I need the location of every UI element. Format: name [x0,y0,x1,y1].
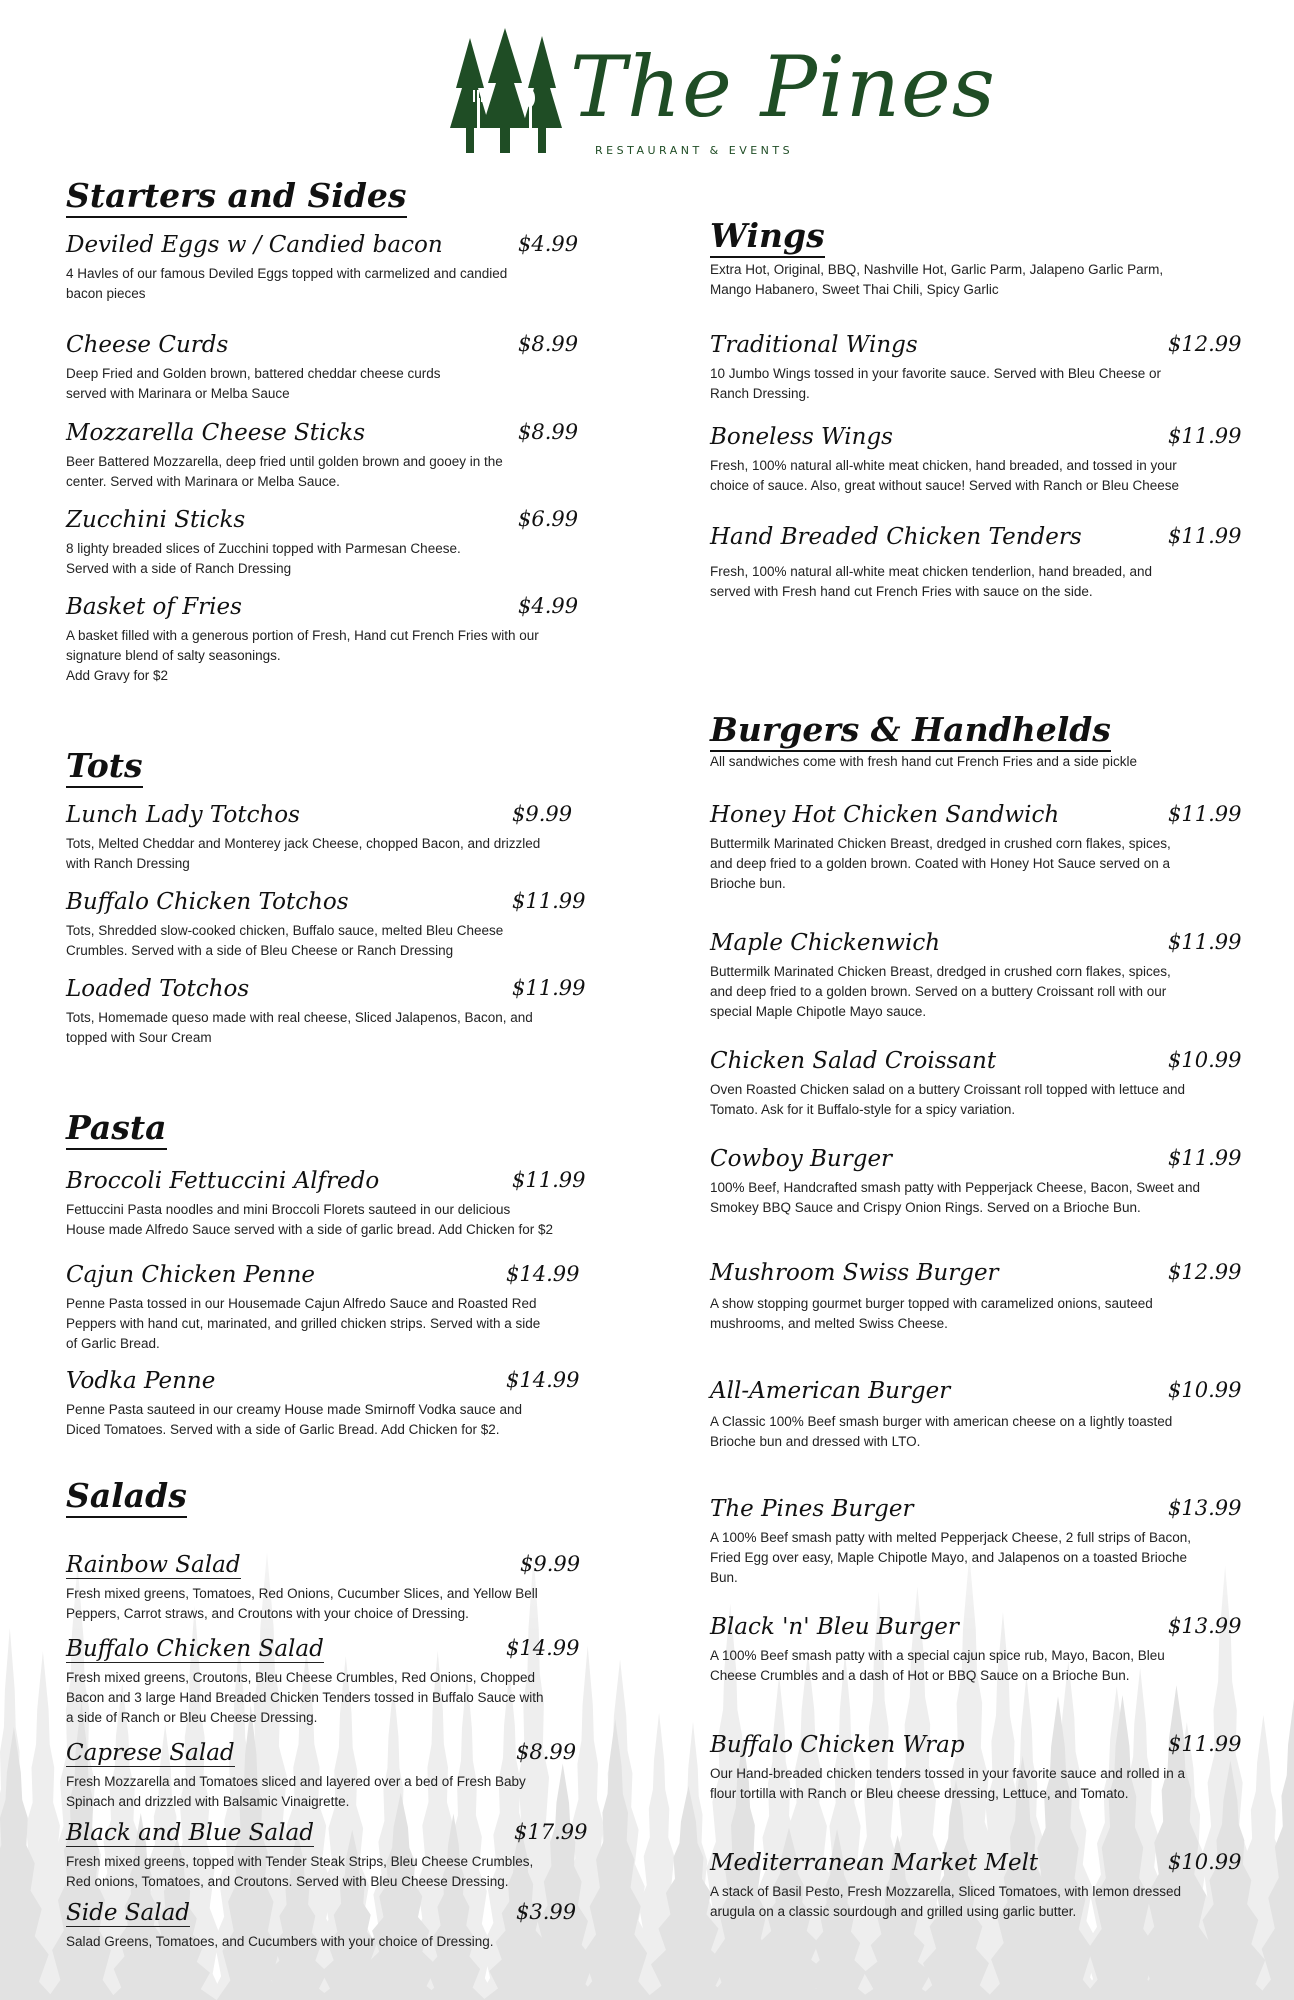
menu-item [66,802,586,874]
item-price: $10.99 [1168,1048,1242,1072]
item-price: $17.99 [514,1820,588,1844]
menu-item [66,1168,586,1240]
item-desc-line: bacon pieces [66,286,146,301]
item-price: $4.99 [518,594,579,618]
item-desc-line: Tomato. Ask for it Buffalo-style for a spicy variation. [710,1102,1016,1117]
item-desc-line: Red onions, Tomatoes, and Croutons. Served with Bleu Cheese Dressing. [66,1874,509,1889]
item-price: $12.99 [1168,332,1242,356]
item-desc-line: choice of sauce. Also, great without sauce! Served with Ranch or Bleu Cheese [710,478,1180,493]
item-desc-line: 10 Jumbo Wings tossed in your favorite sauce. Served with Bleu Cheese or [710,366,1161,381]
item-name: Side Salad [66,1900,191,1926]
item-desc-line: flour tortilla with Ranch or Bleu cheese dressing, Lettuce, and Tomato. [710,1786,1129,1801]
menu-item [66,1820,586,1892]
item-desc-line: Served with a side of Ranch Dressing [66,561,292,576]
item-name: Mozzarella Cheese Sticks [66,420,366,446]
item-price: $3.99 [516,1900,577,1924]
item-desc-line: Fettuccini Pasta noodles and mini Broccoli Florets sauteed in our delicious [66,1202,511,1217]
item-desc-line: Peppers with hand cut, marinated, and grilled chicken strips. Served with a side [66,1316,541,1331]
item-desc-line: served with Marinara or Melba Sauce [66,386,290,401]
item-price: $11.99 [512,976,586,1000]
item-desc-line: Fresh mixed greens, Croutons, Bleu Cheese Crumbles, Red Onions, Chopped [66,1670,535,1685]
item-desc-line: Fresh mixed greens, Tomatoes, Red Onions, Cucumber Slices, and Yellow Bell [66,1586,538,1601]
item-name: Broccoli Fettuccini Alfredo [66,1168,380,1194]
item-desc-line: center. Served with Marinara or Melba Sauce. [66,474,340,489]
item-desc-line: Buttermilk Marinated Chicken Breast, dredged in crushed corn flakes, spices, [710,964,1171,979]
menu-item [66,889,586,961]
item-price: $10.99 [1168,1378,1242,1402]
item-name: All-American Burger [710,1378,951,1404]
section-note-line: Extra Hot, Original, BBQ, Nashville Hot, Garlic Parm, Jalapeno Garlic Parm, [710,262,1164,277]
item-desc-line: Fried Egg over easy, Maple Chipotle Mayo, and Jalapenos on a toasted Brioche [710,1550,1188,1565]
menu-item [710,1614,1242,1686]
item-desc-line: 4 Havles of our famous Deviled Eggs topped with carmelized and candied [66,266,508,281]
item-desc-line: Beer Battered Mozzarella, deep fried until golden brown and gooey in the [66,454,503,469]
item-name: Vodka Penne [66,1368,216,1394]
item-desc-line: Fresh, 100% natural all-white meat chicken tenderlion, hand breaded, and [710,564,1153,579]
item-name: Cajun Chicken Penne [66,1262,315,1288]
item-price: $6.99 [518,507,579,531]
item-desc-line: special Maple Chipotle Mayo sauce. [710,1004,927,1019]
item-name: Buffalo Chicken Salad [66,1636,324,1662]
item-desc-line: Brioche bun. [710,876,786,891]
logo [450,28,996,163]
item-price: $13.99 [1168,1496,1242,1520]
item-price: $8.99 [516,1740,577,1764]
menu-item [66,594,586,686]
item-price: $4.99 [518,232,579,256]
item-desc-line: Fresh Mozzarella and Tomatoes sliced and layered over a bed of Fresh Baby [66,1774,526,1789]
item-desc-line: Buttermilk Marinated Chicken Breast, dredged in crushed corn flakes, spices, [710,836,1171,851]
menu-item [710,1732,1242,1804]
item-price: $11.99 [1168,1146,1242,1170]
item-price: $11.99 [1168,524,1242,548]
item-desc-line: served with Fresh hand cut French Fries with sauce on the side. [710,584,1093,599]
item-desc-line: Spinach and drizzled with Balsamic Vinaigrette. [66,1794,350,1809]
item-name: Deviled Eggs w / Candied bacon [66,232,443,258]
item-price: $11.99 [512,889,586,913]
item-desc-line: Crumbles. Served with a side of Bleu Cheese or Ranch Dressing [66,943,454,958]
item-name: Caprese Salad [66,1740,235,1766]
section-tots [66,746,586,788]
item-name: Hand Breaded Chicken Tenders [710,524,1082,550]
item-name: Zucchini Sticks [66,507,246,533]
item-desc-line: Add Gravy for $2 [66,668,169,683]
section-title: Salads [66,1476,187,1518]
menu-item [710,802,1242,894]
item-price: $12.99 [1168,1260,1242,1284]
item-desc-line: arugula on a classic sourdough and grilled using garlic butter. [710,1904,1077,1919]
item-desc-line: 100% Beef, Handcrafted smash patty with Pepperjack Cheese, Bacon, Sweet and [710,1180,1201,1195]
item-desc-line: a side of Ranch or Bleu Cheese Dressing. [66,1710,318,1725]
item-price: $14.99 [506,1262,580,1286]
item-desc-line: Fresh mixed greens, topped with Tender Steak Strips, Bleu Cheese Crumbles, [66,1854,534,1869]
item-desc-line: A 100% Beef smash patty with melted Pepperjack Cheese, 2 full strips of Bacon, [710,1530,1192,1545]
menu-item [710,424,1242,496]
menu-item [66,1368,586,1440]
item-name: Traditional Wings [710,332,918,358]
menu-item [66,507,586,579]
item-desc-line: A Classic 100% Beef smash burger with american cheese on a lightly toasted [710,1414,1173,1429]
item-name: Rainbow Salad [66,1552,241,1578]
item-name: Mushroom Swiss Burger [710,1260,999,1286]
item-desc-line: signature blend of salty seasonings. [66,648,281,663]
item-desc-line: Deep Fried and Golden brown, battered cheddar cheese curds [66,366,441,381]
item-price: $8.99 [518,332,579,356]
item-desc-line: Peppers, Carrot straws, and Croutons with your choice of Dressing. [66,1606,469,1621]
menu-item [66,420,586,492]
section-wings [710,216,1235,300]
menu-item [710,930,1242,1022]
item-name: Black 'n' Bleu Burger [710,1614,959,1640]
section-salads [66,1476,586,1518]
item-desc-line: with Ranch Dressing [66,856,190,871]
menu-item [710,1260,1242,1334]
item-desc-line: A basket filled with a generous portion of Fresh, Hand cut French Fries with our [66,628,539,643]
item-price: $11.99 [1168,930,1242,954]
item-desc-line: House made Alfredo Sauce served with a side of garlic bread. Add Chicken for $2 [66,1222,554,1237]
section-starters [66,176,586,218]
item-desc-line: Fresh, 100% natural all-white meat chicken, hand breaded, and tossed in your [710,458,1177,473]
item-desc-line: A stack of Basil Pesto, Fresh Mozzarella, Sliced Tomatoes, with lemon dressed [710,1884,1181,1899]
menu-item [66,1636,586,1728]
item-desc-line: Bun. [710,1570,738,1585]
item-desc-line: Bacon and 3 large Hand Breaded Chicken Tenders tossed in Buffalo Sauce with [66,1690,544,1705]
brand-name: The Pines [570,38,996,136]
item-price: $14.99 [506,1368,580,1392]
menu-item [710,1850,1242,1922]
item-name: Mediterranean Market Melt [710,1850,1039,1876]
item-desc-line: Tots, Melted Cheddar and Monterey jack Cheese, chopped Bacon, and drizzled [66,836,541,851]
item-desc-line: Ranch Dressing. [710,386,810,401]
item-name: Maple Chickenwich [710,930,941,956]
section-note-line: Mango Habanero, Sweet Thai Chili, Spicy Garlic [710,282,999,297]
item-desc-line: Our Hand-breaded chicken tenders tossed in your favorite sauce and rolled in a [710,1766,1186,1781]
item-price: $9.99 [512,802,573,826]
item-desc-line: Smokey BBQ Sauce and Crispy Onion Rings. Served on a Brioche Bun. [710,1200,1141,1215]
section-pasta [66,1108,586,1150]
item-desc-line: Cheese Crumbles and a dash of Hot or BBQ Sauce on a Brioche Bun. [710,1668,1130,1683]
item-desc-line: Oven Roasted Chicken salad on a buttery Croissant roll topped with lettuce and [710,1082,1186,1097]
item-desc-line: and deep fried to a golden brown. Coated with Honey Hot Sauce served on a [710,856,1171,871]
item-desc-line: Diced Tomatoes. Served with a side of Garlic Bread. Add Chicken for $2. [66,1422,500,1437]
item-name: Honey Hot Chicken Sandwich [710,802,1060,828]
menu-item [710,524,1242,602]
item-name: Basket of Fries [66,594,242,620]
section-title: Wings [710,216,825,258]
item-name: Chicken Salad Croissant [710,1048,997,1074]
item-desc-line: Tots, Shredded slow-cooked chicken, Buffalo sauce, melted Bleu Cheese [66,923,504,938]
menu-item [66,332,586,404]
item-price: $11.99 [1168,802,1242,826]
item-desc-line: Brioche bun and dressed with LTO. [710,1434,921,1449]
item-name: Cowboy Burger [710,1146,893,1172]
section-title: Burgers & Handhelds [710,710,1111,752]
item-desc-line: of Garlic Bread. [66,1336,160,1351]
item-name: Cheese Curds [66,332,229,358]
menu-item [66,232,586,304]
menu-item [710,1146,1242,1218]
item-name: Loaded Totchos [66,976,250,1002]
section-title: Tots [66,746,143,788]
item-name: Boneless Wings [710,424,893,450]
menu-item [66,1900,586,1952]
item-desc-line: and deep fried to a golden brown. Served on a buttery Croissant roll with our [710,984,1167,999]
menu-item [710,332,1242,404]
item-desc-line: Salad Greens, Tomatoes, and Cucumbers with your choice of Dressing. [66,1934,494,1949]
item-desc-line: topped with Sour Cream [66,1030,212,1045]
item-price: $14.99 [506,1636,580,1660]
section-title: Starters and Sides [66,176,407,218]
item-price: $9.99 [520,1552,581,1576]
item-name: The Pines Burger [710,1496,914,1522]
section-title: Pasta [66,1108,167,1150]
item-desc-line: A show stopping gourmet burger topped with caramelized onions, sauteed [710,1296,1153,1311]
menu-item [710,1496,1242,1588]
item-name: Buffalo Chicken Totchos [66,889,349,915]
item-desc-line: A 100% Beef smash patty with a special cajun spice rub, Mayo, Bacon, Bleu [710,1648,1165,1663]
menu-item [66,1262,586,1354]
item-price: $10.99 [1168,1850,1242,1874]
item-price: $11.99 [1168,424,1242,448]
item-name: Lunch Lady Totchos [66,802,300,828]
menu-item [710,1378,1242,1452]
section-note-line: All sandwiches come with fresh hand cut French Fries and a side pickle [710,754,1137,769]
item-name: Buffalo Chicken Wrap [710,1732,965,1758]
menu-item [66,1552,586,1624]
item-desc-line: Penne Pasta tossed in our Housemade Cajun Alfredo Sauce and Roasted Red [66,1296,537,1311]
menu-item [710,1048,1242,1120]
item-price: $11.99 [1168,1732,1242,1756]
section-burgers [710,710,1235,769]
item-desc-line: mushrooms, and melted Swiss Cheese. [710,1316,948,1331]
item-price: $8.99 [518,420,579,444]
item-name: Black and Blue Salad [66,1820,314,1846]
item-price: $11.99 [512,1168,586,1192]
item-desc-line: Tots, Homemade queso made with real cheese, Sliced Jalapenos, Bacon, and [66,1010,533,1025]
item-desc-line: Penne Pasta sauteed in our creamy House made Smirnoff Vodka sauce and [66,1402,523,1417]
menu-item [66,1740,586,1812]
item-desc-line: 8 lighty breaded slices of Zucchini topped with Parmesan Cheese. [66,541,461,556]
pine-trees-logo-icon [450,28,562,158]
item-price: $13.99 [1168,1614,1242,1638]
brand-tagline: RESTAURANT & EVENTS [595,144,794,157]
menu-item [66,976,586,1048]
